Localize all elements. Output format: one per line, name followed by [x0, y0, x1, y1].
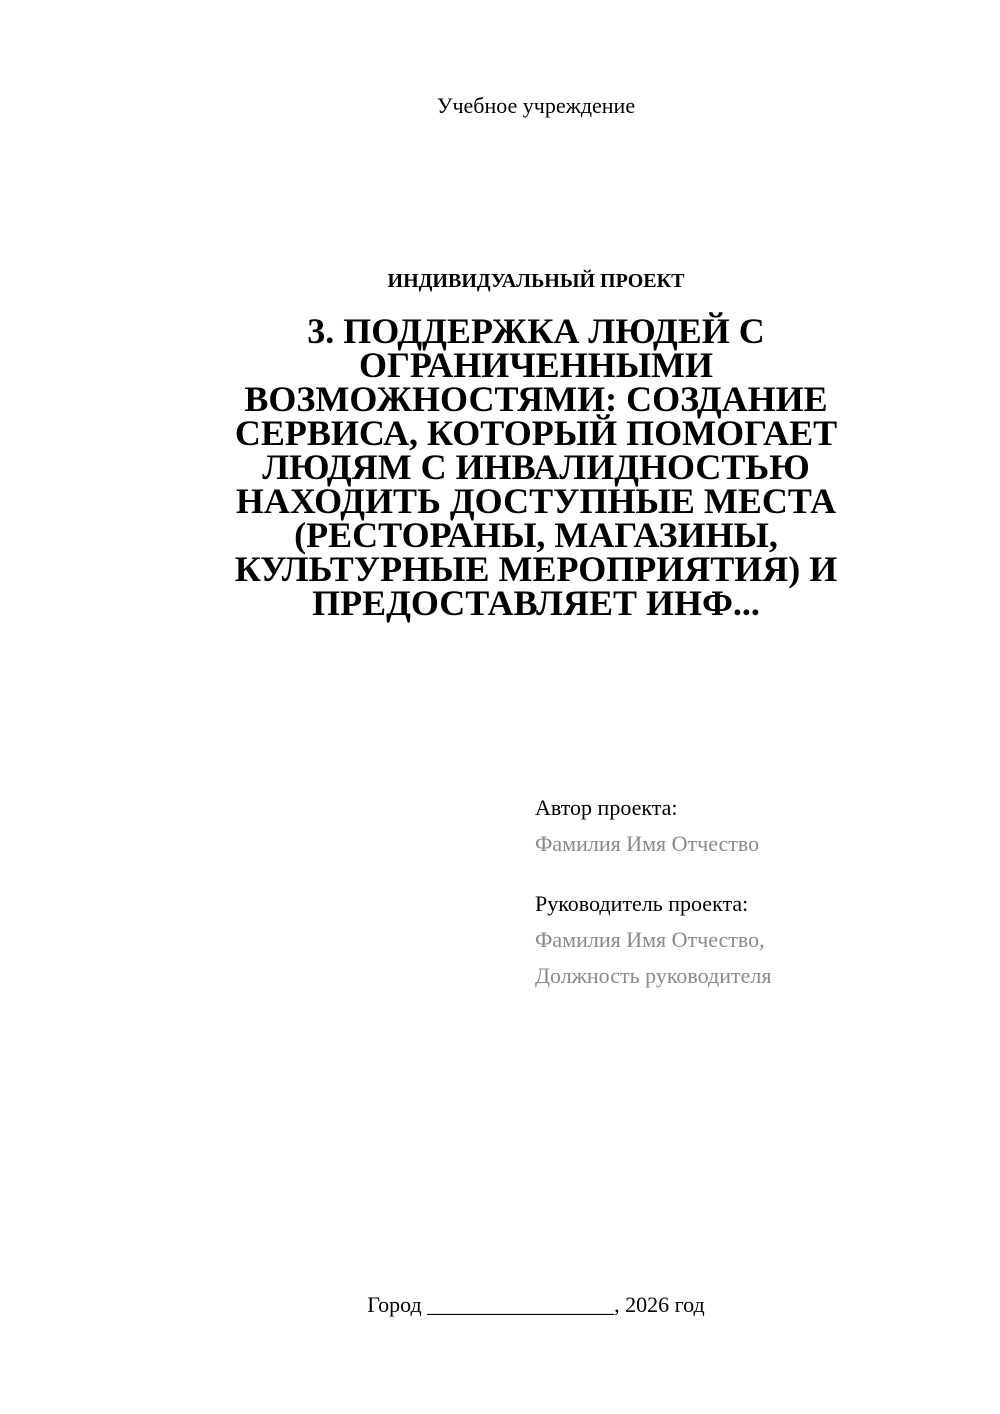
supervisor-position: Должность руководителя [535, 963, 772, 988]
document-type: ИНДИВИДУАЛЬНЫЙ ПРОЕКТ [387, 270, 685, 292]
city-year-line: Город _________________, 2026 год [367, 1292, 705, 1317]
project-title: 3. ПОДДЕРЖКА ЛЮДЕЙ С ОГРАНИЧЕННЫМИ ВОЗМОЖНОСТЯМИ: СОЗДАНИЕ СЕРВИСА, КОТОРЫЙ ПОМОГАЕТ ЛЮДЯМ С ИНВАЛИДНОСТЬЮ НАХОДИТЬ ДОСТУПНЫЕ МЕСТА (РЕСТОРАНЫ, МАГАЗИНЫ, КУЛЬТУРНЫЕ МЕРОПРИЯТИЯ) И ПРЕДОСТАВЛЯЕТ ИНФ... [234, 311, 838, 623]
credits-spacer [535, 862, 975, 886]
author-label: Автор проекта: [535, 795, 678, 820]
author-name: Фамилия Имя Отчество [535, 831, 760, 856]
supervisor-name: Фамилия Имя Отчество, [535, 927, 765, 952]
supervisor-label: Руководитель проекта: [535, 891, 749, 916]
institution-name: Учебное учреждение [436, 93, 636, 118]
credits-block [535, 790, 975, 994]
